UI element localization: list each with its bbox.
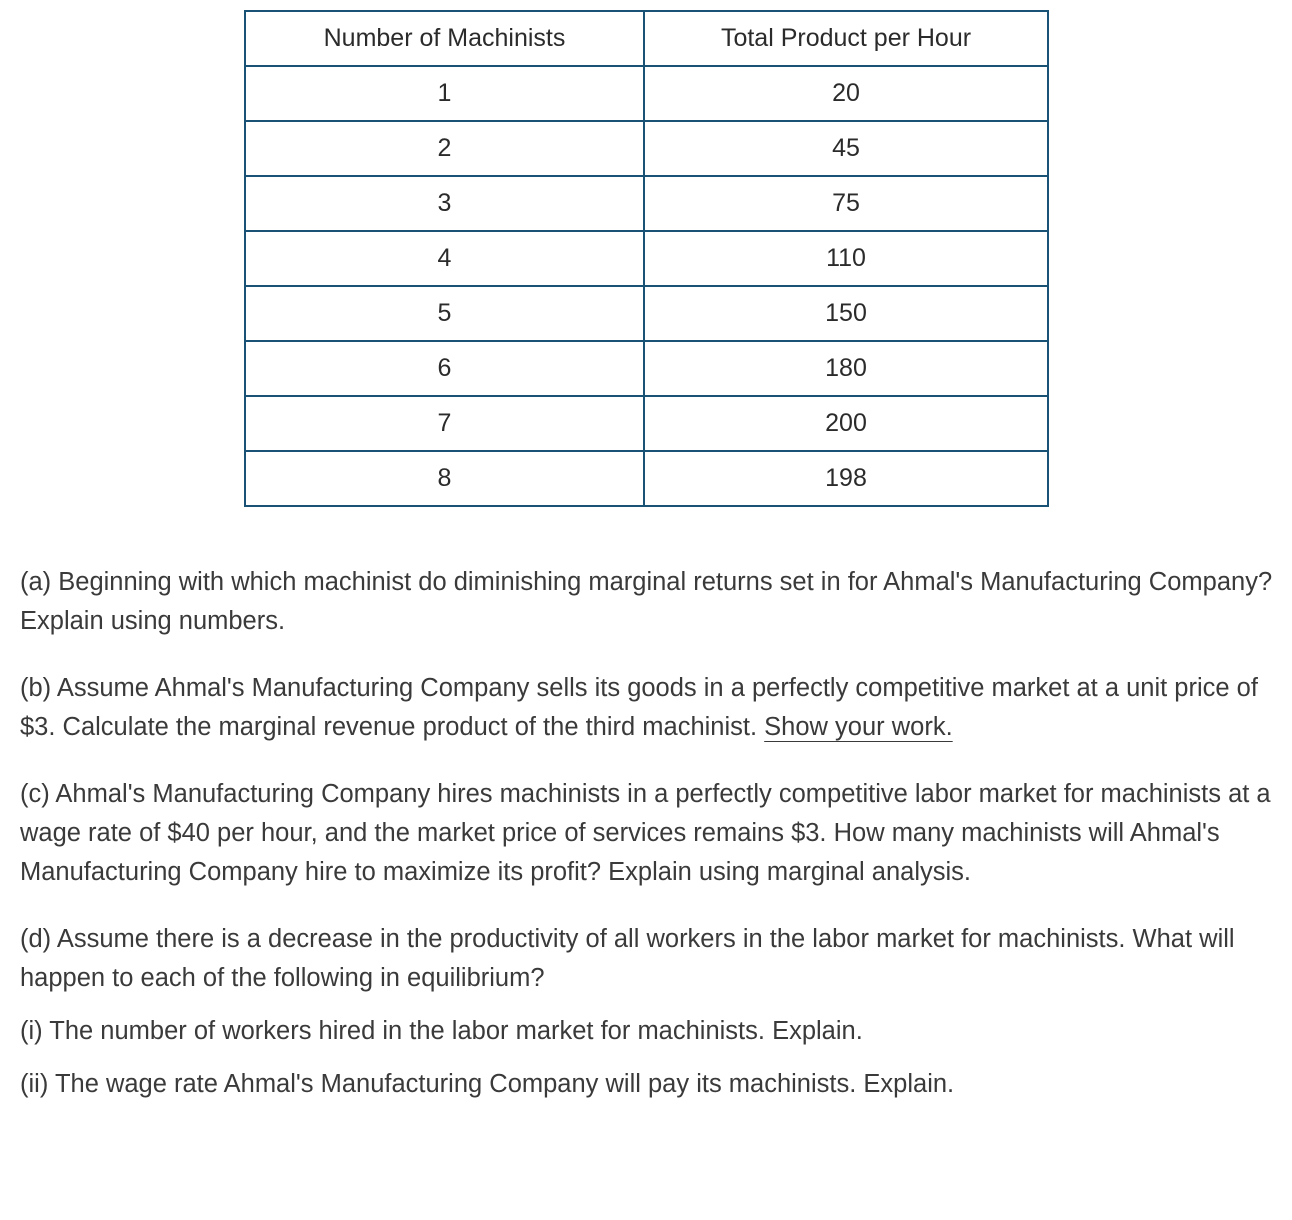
question-a: (a) Beginning with which machinist do diminishing marginal returns set in for Ahmal's Manufacturing Company? Explain using numbers. — [20, 568, 1273, 635]
table-row — [245, 451, 1048, 506]
table-row — [245, 286, 1048, 341]
header-number-of-machinists: Number of Machinists — [245, 11, 644, 66]
total-product-cell: 110 — [644, 231, 1048, 286]
table-row — [245, 396, 1048, 451]
machinists-cell: 3 — [245, 176, 644, 231]
total-product-cell: 198 — [644, 451, 1048, 506]
production-table — [244, 10, 1049, 507]
total-product-cell: 200 — [644, 396, 1048, 451]
table-row — [245, 66, 1048, 121]
table-row — [245, 231, 1048, 286]
machinists-cell: 7 — [245, 396, 644, 451]
question-d-i: (i) The number of workers hired in the labor market for machinists. Explain. — [20, 1017, 863, 1045]
total-product-cell: 75 — [644, 176, 1048, 231]
machinists-cell: 4 — [245, 231, 644, 286]
machinists-cell: 8 — [245, 451, 644, 506]
question-d-ii: (ii) The wage rate Ahmal's Manufacturing Company will pay its machinists. Explain. — [20, 1070, 955, 1098]
question-d: (d) Assume there is a decrease in the productivity of all workers in the labor market for machinists. What will happen to each of the following in equilibrium? — [20, 925, 1235, 992]
machinists-cell: 2 — [245, 121, 644, 176]
total-product-cell: 180 — [644, 341, 1048, 396]
table-row — [245, 176, 1048, 231]
header-total-product-per-hour: Total Product per Hour — [644, 11, 1048, 66]
table-header-row — [245, 11, 1048, 66]
production-table-container — [244, 10, 1049, 507]
questions-section — [20, 563, 1282, 1104]
total-product-cell: 20 — [644, 66, 1048, 121]
machinists-cell: 6 — [245, 341, 644, 396]
question-b-emphasis: Show your work. — [764, 713, 953, 741]
total-product-cell: 45 — [644, 121, 1048, 176]
total-product-cell: 150 — [644, 286, 1048, 341]
machinists-cell: 5 — [245, 286, 644, 341]
question-b-text: (b) Assume Ahmal's Manufacturing Company sells its goods in a perfectly competitive market at a unit price of $3. Calculate the marginal revenue product of the third machinist. — [20, 674, 1258, 741]
machinists-cell: 1 — [245, 66, 644, 121]
question-b — [20, 669, 1282, 747]
question-c: (c) Ahmal's Manufacturing Company hires machinists in a perfectly competitive labor market for machinists at a wage rate of $40 per hour, and the market price of services remains $3. How many machinists will Ahmal's Manufacturing Company hire to maximize its profit? Explain using marginal analysis. — [20, 780, 1271, 886]
table-row — [245, 341, 1048, 396]
table-row — [245, 121, 1048, 176]
